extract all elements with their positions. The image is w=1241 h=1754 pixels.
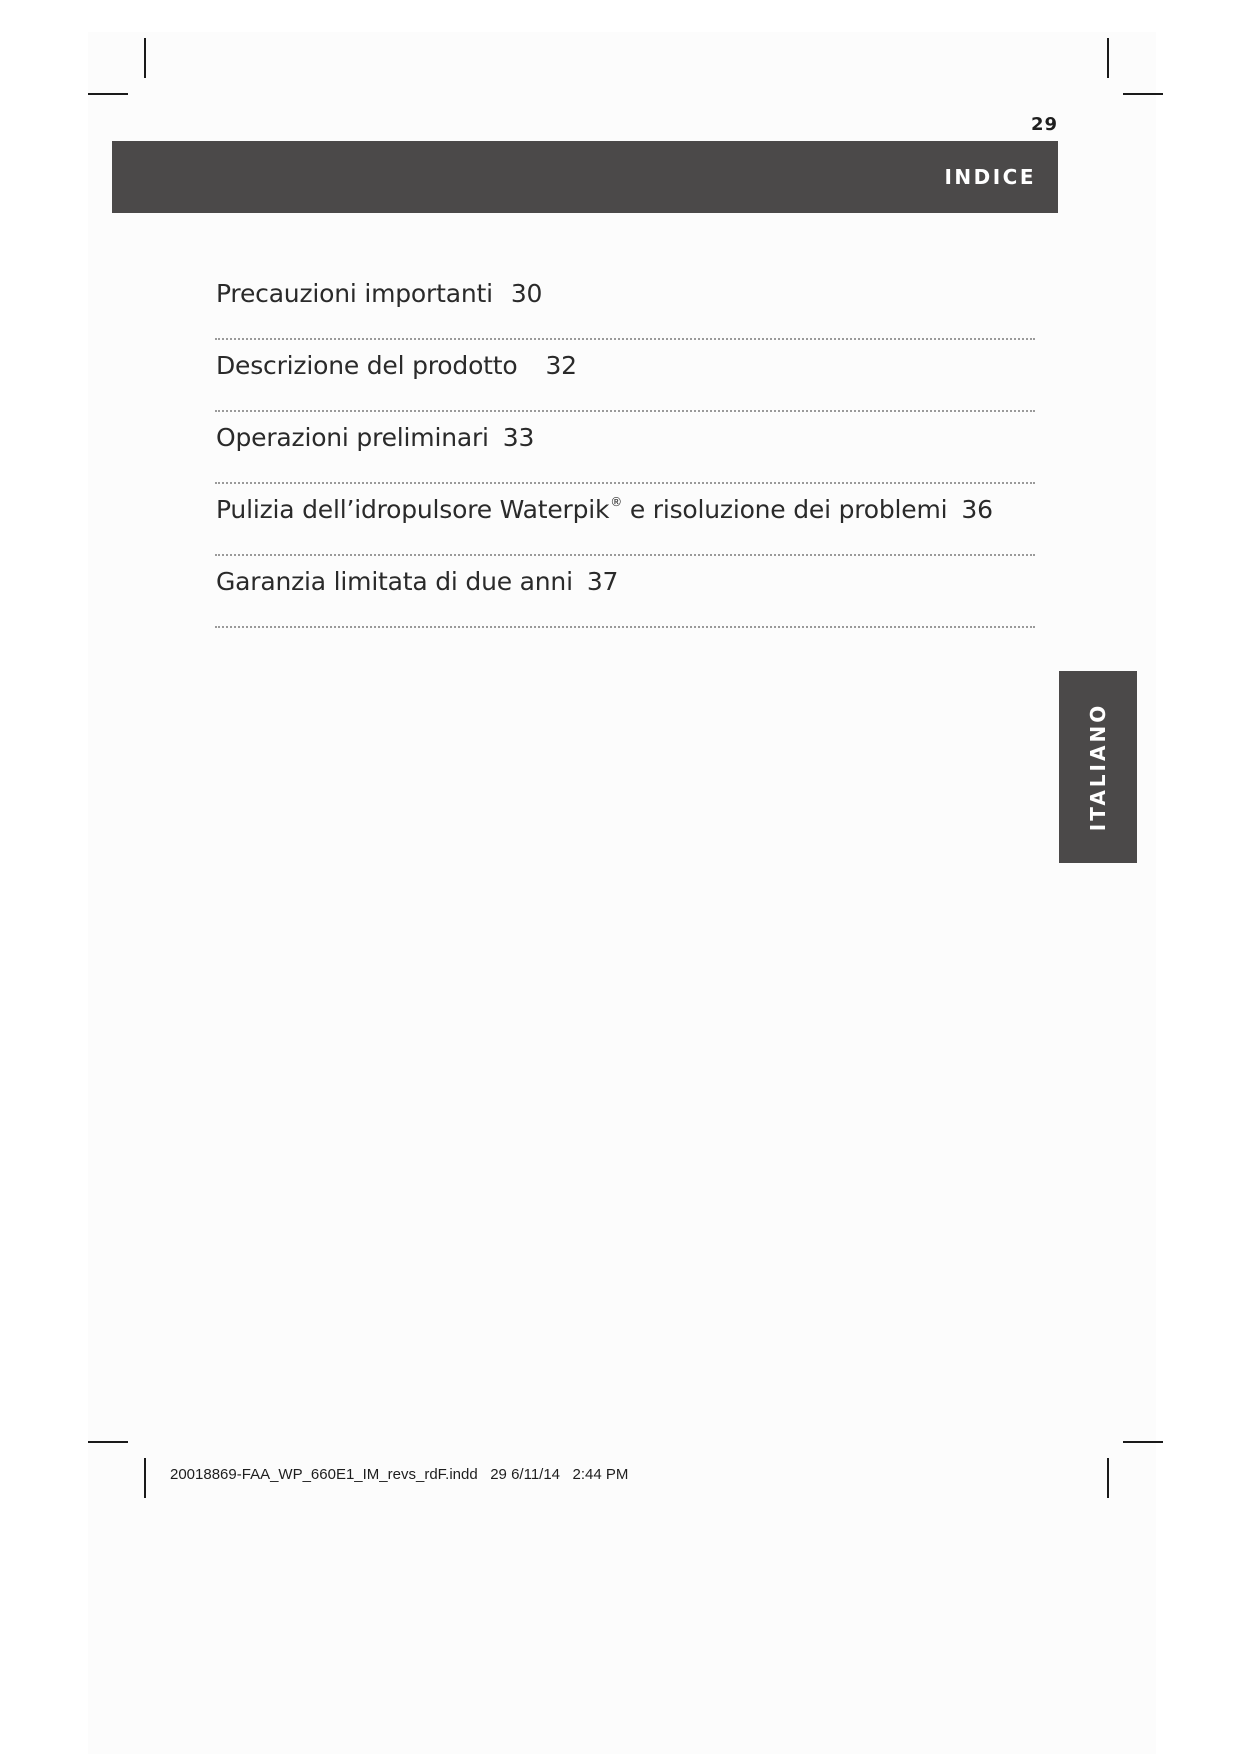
toc-entry (216, 279, 542, 308)
toc-entry (216, 423, 534, 452)
toc-item[interactable] (215, 484, 1035, 556)
toc-entry-page: 30 (510, 279, 543, 308)
toc-entry-page: 37 (586, 567, 619, 596)
language-tab (1059, 671, 1137, 863)
toc-entry-page: 32 (545, 351, 577, 380)
crop-mark-bottom-left-horizontal (88, 1441, 128, 1443)
crop-mark-bottom-right-vertical (1107, 1458, 1109, 1498)
slug-date: 6/11/14 (511, 1466, 561, 1483)
toc-entry-title: Descrizione del prodotto (216, 351, 518, 380)
slug-filename: 20018869-FAA_WP_660E1_IM_revs_rdF.indd (170, 1466, 478, 1483)
crop-mark-top-left-horizontal (88, 93, 128, 95)
toc-entry (216, 351, 577, 380)
print-slug (170, 1466, 628, 1483)
toc-entry-title: Operazioni preliminari (216, 423, 489, 452)
toc-entry-title: Precauzioni importanti (216, 279, 493, 308)
toc-entry-title: Garanzia limitata di due anni (216, 567, 573, 596)
registered-mark: ® (610, 495, 623, 509)
slug-page: 29 (490, 1466, 507, 1483)
crop-mark-bottom-left-vertical (144, 1458, 146, 1498)
toc-item[interactable] (215, 340, 1035, 412)
crop-mark-top-right-vertical (1107, 38, 1109, 78)
toc-entry-page: 33 (502, 423, 535, 452)
page-number: 29 (1030, 114, 1058, 135)
section-header-bar (112, 141, 1058, 213)
toc-entry (216, 495, 993, 524)
crop-mark-top-left-vertical (144, 38, 146, 78)
toc-item[interactable] (215, 268, 1035, 340)
toc-entry-title-continued: e risoluzione dei problemi (622, 495, 948, 524)
language-tab-label: ITALIANO (1086, 702, 1110, 832)
table-of-contents (215, 268, 1035, 628)
toc-entry (216, 567, 618, 596)
toc-item[interactable] (215, 412, 1035, 484)
toc-item[interactable] (215, 556, 1035, 628)
slug-time: 2:44 PM (572, 1466, 629, 1483)
toc-entry-title: Pulizia dell’idropulsore Waterpik (216, 495, 610, 524)
crop-mark-bottom-right-horizontal (1123, 1441, 1163, 1443)
toc-entry-page: 36 (961, 495, 993, 524)
section-title: INDICE (944, 165, 1036, 189)
crop-mark-top-right-horizontal (1123, 93, 1163, 95)
